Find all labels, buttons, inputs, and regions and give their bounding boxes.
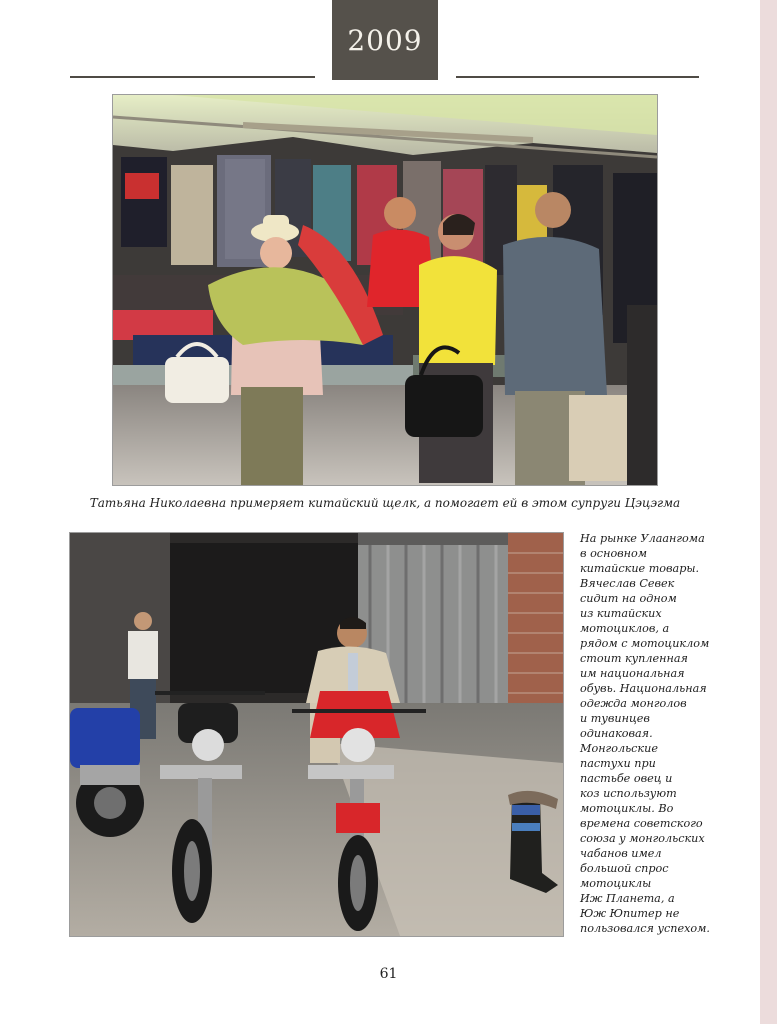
side-text-line: одинаковая. — [580, 727, 653, 740]
side-text-line: мотоциклы. Во — [580, 802, 674, 815]
market-stall-photo — [113, 95, 657, 485]
side-text-line: чабанов имел — [580, 847, 662, 860]
side-text-line: им национальная — [580, 667, 685, 680]
side-text-block — [580, 531, 730, 936]
side-text-line: Юж Юпитер не — [580, 907, 680, 920]
side-text-line: обувь. Национальная — [580, 682, 707, 695]
motorcycles-photo — [70, 533, 563, 936]
side-text-line: Иж Планета, а — [580, 892, 675, 905]
side-text-line: коз используют — [580, 787, 677, 800]
page-number: 61 — [379, 966, 398, 982]
side-text-line: времена советского — [580, 817, 703, 830]
side-text-line: одежда монголов — [580, 697, 687, 710]
header-rule-left — [70, 76, 315, 78]
year-label: 2009 — [347, 23, 423, 57]
side-text-line: мотоциклов, а — [580, 622, 670, 635]
side-text-line: союза у монгольских — [580, 832, 705, 845]
side-text-line: пастухи при — [580, 757, 656, 770]
side-text-line: сидит на одном — [580, 592, 677, 605]
side-text-line: в основном — [580, 547, 648, 560]
year-heading — [332, 0, 438, 80]
side-text-line: На рынке Улаангома — [580, 532, 705, 545]
side-text-line: и тувинцев — [580, 712, 650, 725]
side-text-line: большой спрос — [580, 862, 669, 875]
page-edge-strip — [760, 0, 777, 1024]
side-text-line: из китайских — [580, 607, 662, 620]
side-text-line: китайские товары. — [580, 562, 700, 575]
side-text-line: пользовался успехом. — [580, 922, 710, 935]
side-text-line: рядом с мотоциклом — [580, 637, 710, 650]
side-text-line: пастьбе овец и — [580, 772, 673, 785]
side-text-line: Вячеслав Севек — [580, 577, 675, 590]
top-photo-caption: Татьяна Николаевна примеряет китайский щелк, а помогает ей в этом супруги Цэцэгма — [89, 496, 681, 510]
side-text-line: мотоциклы — [580, 877, 652, 890]
header-rule-right — [456, 76, 699, 78]
side-text-line: стоит купленная — [580, 652, 688, 665]
side-text-line: Монгольские — [580, 742, 658, 755]
